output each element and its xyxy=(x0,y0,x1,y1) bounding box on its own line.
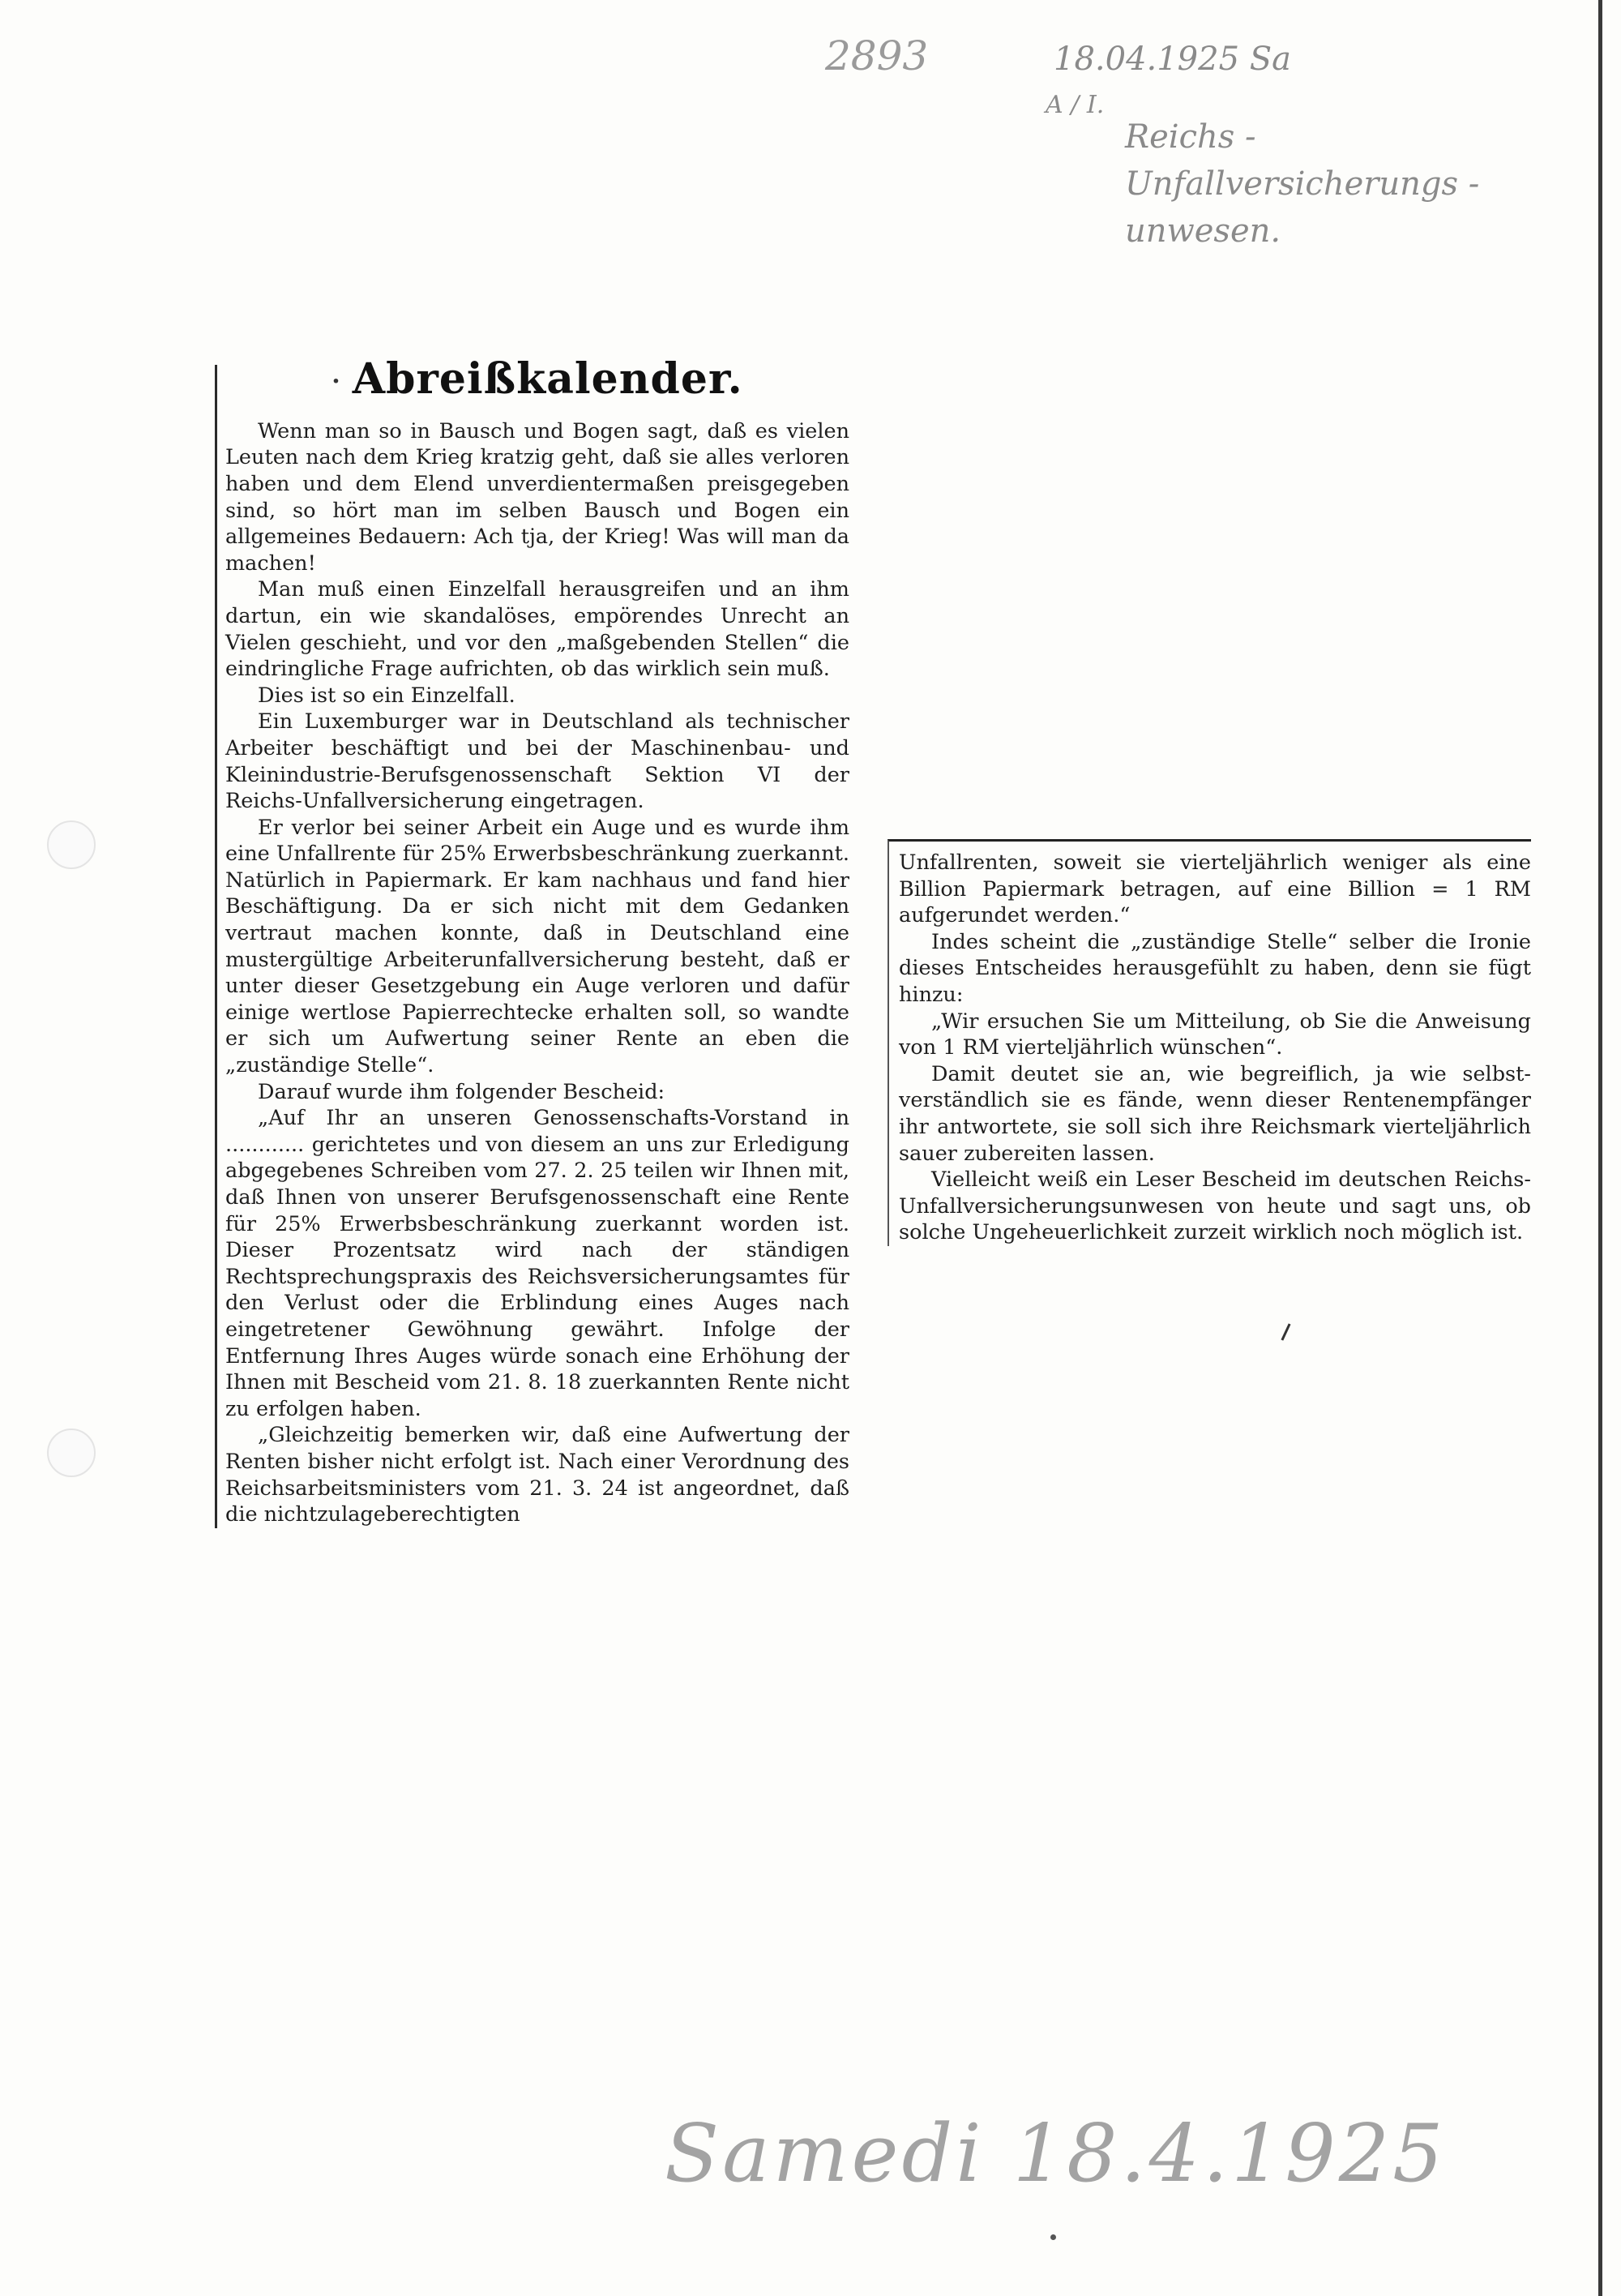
article-paragraph: Er verlor bei seiner Arbeit ein Auge und es wurde ihm eine Unfallrente für 25% Erwerbsbeschränkung zuerkannt. Natürlich in Papiermark. Er kam nachhaus und fand hier Beschäftigung. Da er sich nicht mit dem Gedanken vertraut machen konnte, daß in Deutschland eine mustergültige Arbeiterunfallversicherung besteht, daß er unter dieser Gesetzgebung ein Auge verloren und dafür einige wertlose Papierrechtecke erhalten soll, so wandte er sich um Aufwertung seiner Rente an eben die „zuständige Stelle“. xyxy=(225,815,849,1078)
footer-date-handwritten: Samedi 18.4.1925 xyxy=(665,2108,1447,2200)
article-paragraph: „Gleichzeitig bemerken wir, daß eine Aufwertung der Renten bisher nicht erfolgt ist. Nach einer Verordnung des Reichsarbeitsministers vom 21. 3. 24 ist angeordnet, daß die nichtzulageberechtigten xyxy=(225,1423,849,1527)
continuation-paragraph: Vielleicht weiß ein Leser Bescheid im deutschen Reichs-Unfallversicherungsunwesen von heute und sagt uns, ob solche Ungeheuerlichkeit zurzeit wirklich noch möglich ist. xyxy=(899,1167,1531,1245)
article-paragraph: „Auf Ihr an unseren Genossenschafts-Vorstand in ............ gerichtetes und von diesem an uns zur Erledigung abgegebenes Schreiben vom 27. 2. 25 teilen wir Ihnen mit, daß Ihnen von unserer Berufsgenossenschaft eine Rente für 25% Erwerbsbeschränkung zuerkannt worden ist. Dieser Prozentsatz wird nach der ständigen Rechtsprechungspraxis des Reichsversicherungsamtes für den Verlust oder die Erblindung eines Auges nach eingetretener Gewöhnung gewährt. Infolge der Entfernung Ihres Auges würde sonach eine Erhöhung der Ihnen mit Bescheid vom 21. 8. 18 zuerkannten Rente nicht zu erfolgen haben. xyxy=(225,1106,849,1421)
continuation-paragraph: Indes scheint die „zuständige Stelle“ selber die Ironie dieses Entscheides herausgefühlt zu haben, denn sie fügt hinzu: xyxy=(899,929,1531,1007)
subject-note-handwritten: Reichs - Unfallversicherungs - unwesen. xyxy=(1125,118,1480,250)
article-paragraph: Darauf wurde ihm folgender Bescheid: xyxy=(258,1079,665,1104)
article-paragraph: Wenn man so in Bausch und Bogen sagt, daß es vielen Leuten nach dem Krieg kratzig geht, daß sie alles verloren haben und dem Elend unverdientermaßen preisgegeben sind, so hört man im selben Bausch und Bogen ein allgemeines Bedauern: Ach tja, der Krieg! Was will man da machen! xyxy=(225,418,849,576)
continuation-paragraph: „Wir ersuchen Sie um Mitteilung, ob Sie die Anweisung von 1 RM vierteljährlich wünschen“. xyxy=(899,1009,1531,1060)
article-column-left xyxy=(215,354,849,1528)
date-note-handwritten: 18.04.1925 Sa xyxy=(1054,41,1291,78)
section-mark-handwritten: A / I. xyxy=(1046,91,1105,119)
punch-hole-lower xyxy=(47,1429,96,1477)
article-column-right xyxy=(887,839,1531,1246)
punch-hole-upper xyxy=(47,820,96,869)
headline-bullet: · xyxy=(331,367,341,396)
article-paragraph: Ein Luxemburger war in Deutschland als technischer Arbeiter beschäftigt und bei der Maschinenbau- und Kleinindustrie-Berufsgenossenschaft Sektion VI der Reichs-Unfallversicherung eingetragen. xyxy=(225,709,849,814)
ink-speck xyxy=(1050,2234,1056,2240)
archive-number-handwritten: 2893 xyxy=(825,32,929,79)
continuation-paragraph: Unfallrenten, soweit sie vierteljährlich weniger als eine Billion Papiermark betragen, auf eine Billion = 1 RM aufgerundet werden.“ xyxy=(899,850,1531,928)
article-paragraph: Dies ist so ein Einzelfall. xyxy=(258,683,515,708)
continuation-paragraph: Damit deutet sie an, wie begreiflich, ja wie selbstverständlich sie es fände, wenn dieser Rentenempfänger ihr antwortete, sie soll sich ihre Reichsmark vierteljährlich sauer zubereiten lassen. xyxy=(899,1061,1531,1166)
article-headline xyxy=(225,354,849,404)
pen-stroke-mark xyxy=(1281,1323,1290,1340)
headline-text: Abreißkalender. xyxy=(352,354,743,404)
scan-edge-line xyxy=(1598,0,1602,2296)
article-paragraph: Man muß einen Einzelfall herausgreifen und an ihm dartun, ein wie skandalöses, empörendes Unrecht an Vielen geschieht, und vor den „maßgebenden Stellen“ die eindringliche Frage aufrichten, ob das wirklich sein muß. xyxy=(225,577,849,682)
